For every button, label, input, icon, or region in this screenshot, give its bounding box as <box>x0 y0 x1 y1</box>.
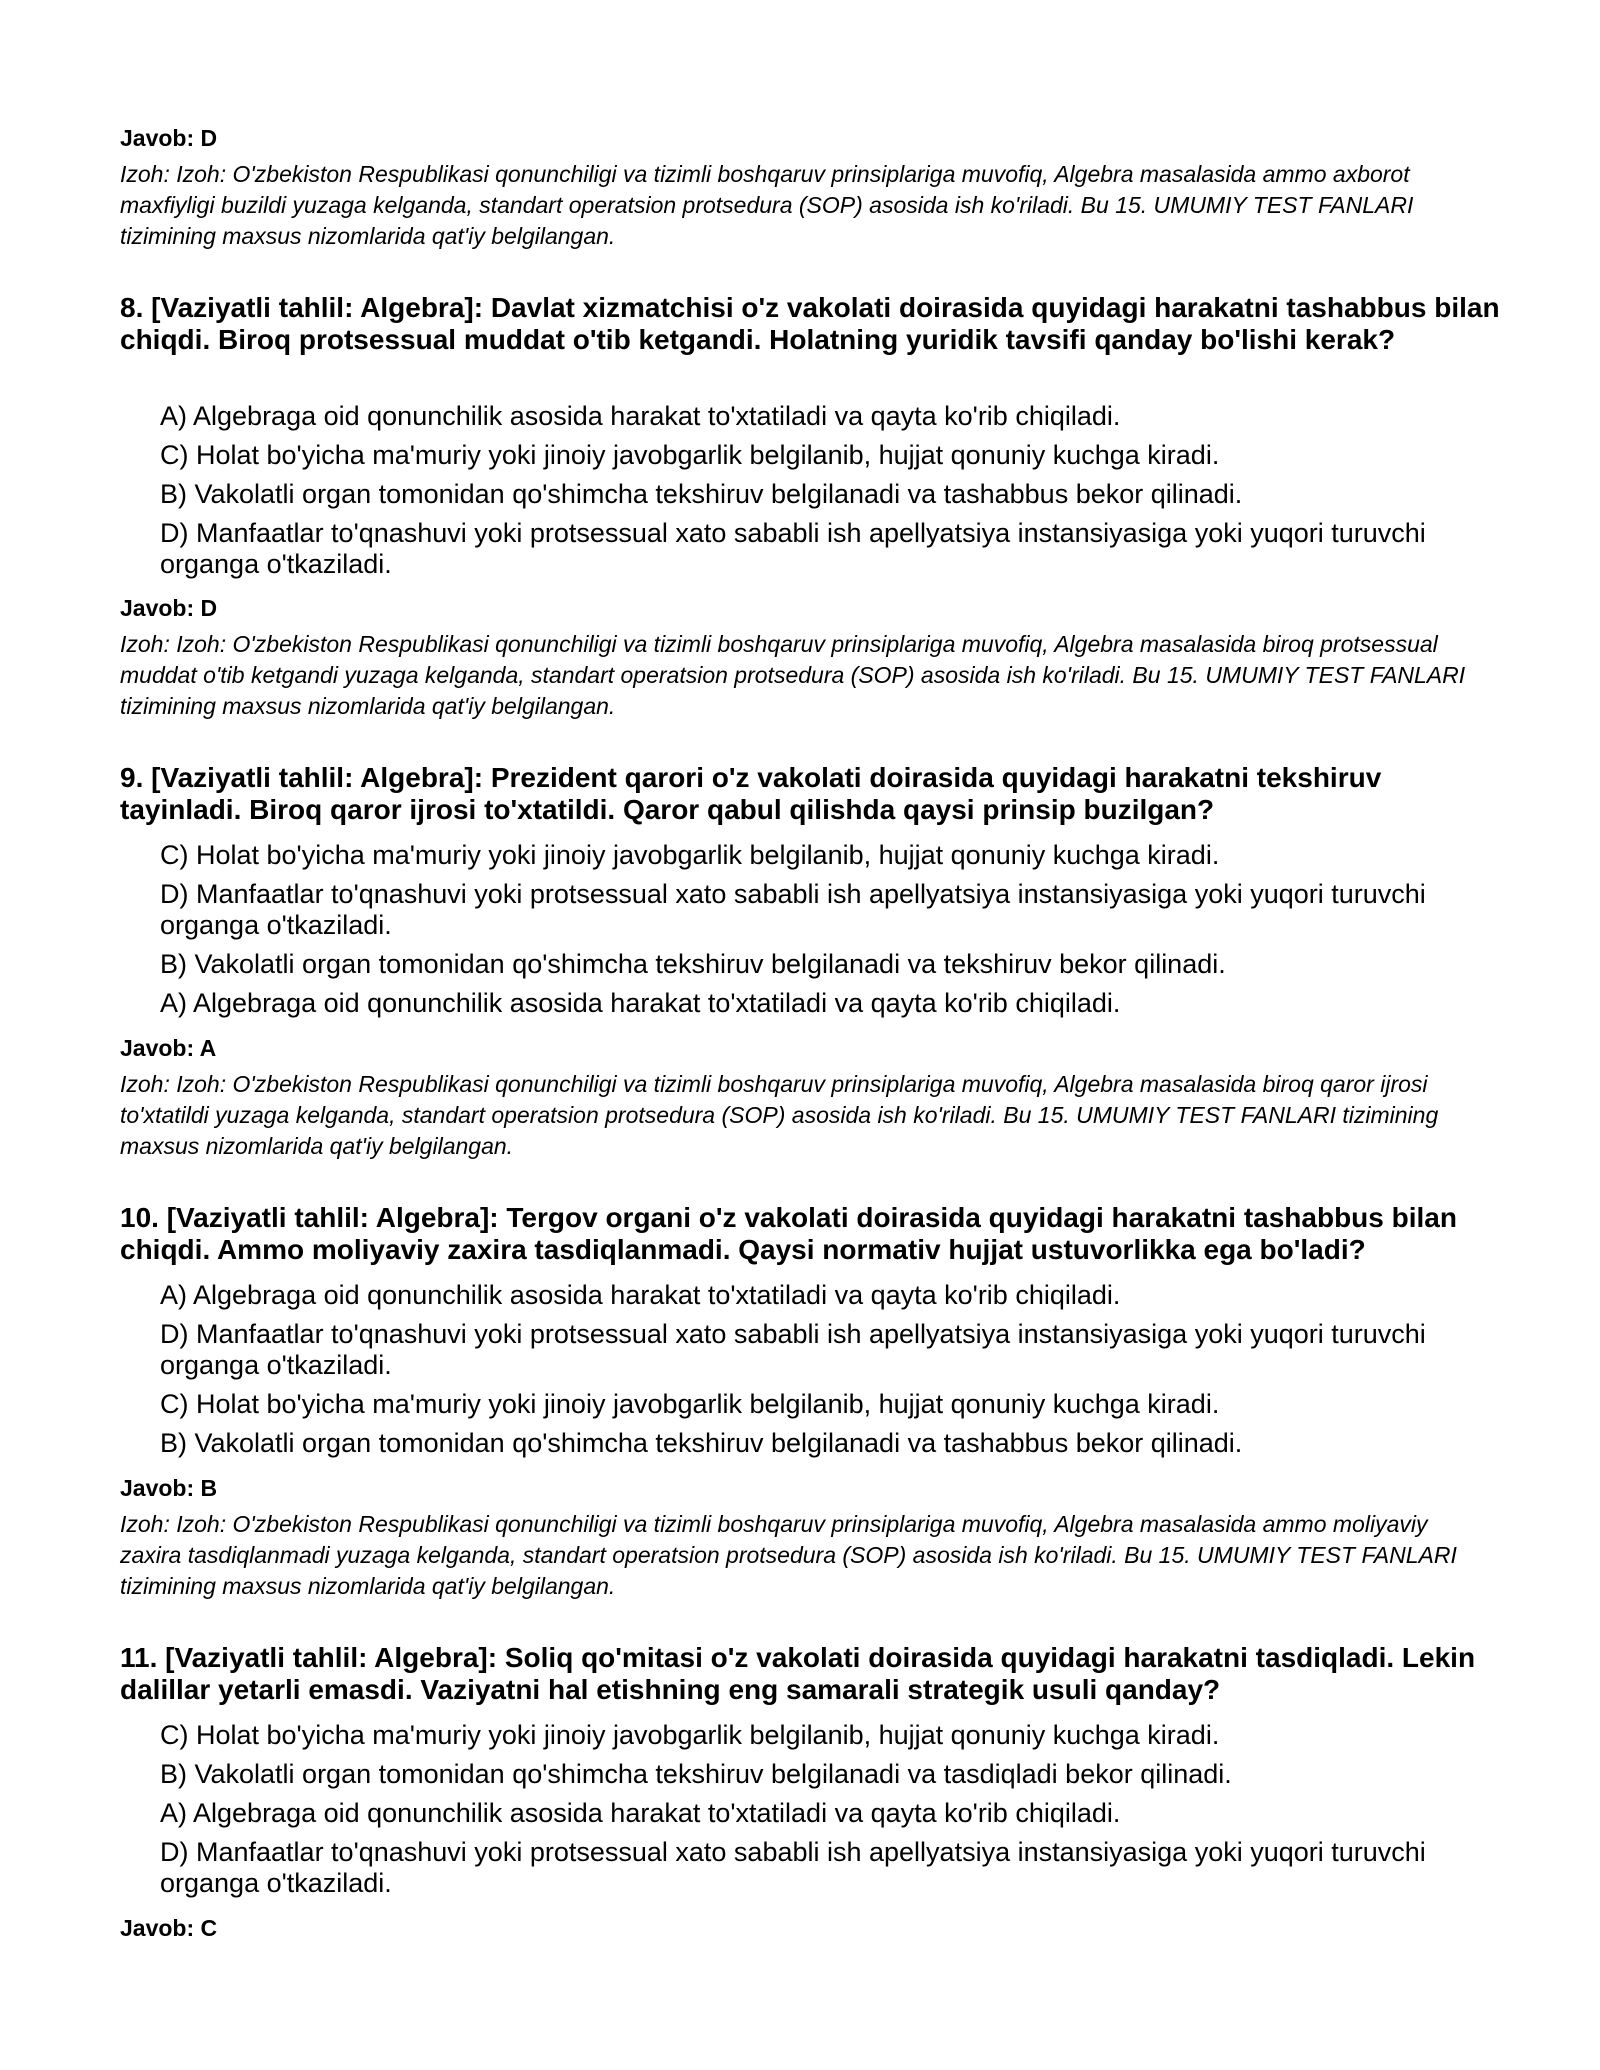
question-8-text: 8. [Vaziyatli tahlil: Algebra]: Davlat xizmatchisi o'z vakolati doirasida quyidagi harakatni tashabbus bilan chiqdi. Biroq protsessual muddat o'tib ketgandi. Holatning yuridik tavsifi qanday bo'lishi kerak? <box>120 292 1500 355</box>
question-9-text: 9. [Vaziyatli tahlil: Algebra]: Prezident qarori o'z vakolati doirasida quyidagi harakatni tekshiruv tayinladi. Biroq qaror ijrosi to'xtatildi. Qaror qabul qilishda qaysi prinsip buzilgan? <box>120 762 1382 825</box>
question-11-option-2: B) Vakolatli organ tomonidan qo'shimcha tekshiruv belgilanadi va tasdiqladi bekor qilinadi. <box>160 1759 1232 1789</box>
question-11-option-1: C) Holat bo'yicha ma'muriy yoki jinoiy javobgarlik belgilanib, hujjat qonuniy kuchga kiradi. <box>160 1720 1220 1750</box>
question-8-option-3: B) Vakolatli organ tomonidan qo'shimcha tekshiruv belgilanadi va tashabbus bekor qilinadi. <box>160 479 1243 509</box>
explanation-note: Izoh: Izoh: O'zbekiston Respublikasi qonunchiligi va tizimli boshqaruv prinsiplariga muvofiq, Algebra masalasida biroq protsessual muddat o'tib ketgandi yuzaga kelganda, standart operatsion protsedura (SOP) asosida ish ko'riladi. Bu 15. UMUMIY TEST FANLARI tizimining maxsus nizomlarida qat'iy belgilangan. <box>120 631 1466 719</box>
question-8-option-4: D) Manfaatlar to'qnashuvi yoki protsessual xato sababli ish apellyatsiya instansiyasiga yoki yuqori turuvchi organga o'tkaziladi. <box>160 518 1426 579</box>
explanation-note: Izoh: Izoh: O'zbekiston Respublikasi qonunchiligi va tizimli boshqaruv prinsiplariga muvofiq, Algebra masalasida ammo moliyaviy zaxira tasdiqlanmadi yuzaga kelganda, standart operatsion protsedura (SOP) asosida ish ko'riladi. Bu 15. UMUMIY TEST FANLARI tizimining maxsus nizomlarida qat'iy belgilangan. <box>120 1511 1457 1599</box>
explanation-note: Izoh: Izoh: O'zbekiston Respublikasi qonunchiligi va tizimli boshqaruv prinsiplariga muvofiq, Algebra masalasida biroq qaror ijrosi to'xtatildi yuzaga kelganda, standart operatsion protsedura (SOP) asosida ish ko'riladi. Bu 15. UMUMIY TEST FANLARI tizimining maxsus nizomlarida qat'iy belgilangan. <box>120 1071 1439 1159</box>
question-11-option-4: D) Manfaatlar to'qnashuvi yoki protsessual xato sababli ish apellyatsiya instansiyasiga yoki yuqori turuvchi organga o'tkaziladi. <box>160 1837 1426 1898</box>
question-8-option-2: C) Holat bo'yicha ma'muriy yoki jinoiy javobgarlik belgilanib, hujjat qonuniy kuchga kiradi. <box>160 440 1220 470</box>
question-11-text: 11. [Vaziyatli tahlil: Algebra]: Soliq qo'mitasi o'z vakolati doirasida quyidagi harakatni tasdiqladi. Lekin dalillar yetarli emasdi. Vaziyatni hal etishning eng samarali strategik usuli qanday? <box>120 1642 1476 1705</box>
question-10-text: 10. [Vaziyatli tahlil: Algebra]: Tergov organi o'z vakolati doirasida quyidagi harakatni tashabbus bilan chiqdi. Ammo moliyaviy zaxira tasdiqlanmadi. Qaysi normativ hujjat ustuvorlikka ega bo'ladi? <box>120 1202 1457 1265</box>
question-9-option-4: A) Algebraga oid qonunchilik asosida harakat to'xtatiladi va qayta ko'rib chiqiladi. <box>160 988 1121 1018</box>
answer-label: Javob: D <box>120 595 218 621</box>
question-9-option-1: C) Holat bo'yicha ma'muriy yoki jinoiy javobgarlik belgilanib, hujjat qonuniy kuchga kiradi. <box>160 840 1220 870</box>
answer-label: Javob: B <box>120 1475 218 1501</box>
question-10-option-2: D) Manfaatlar to'qnashuvi yoki protsessual xato sababli ish apellyatsiya instansiyasiga yoki yuqori turuvchi organga o'tkaziladi. <box>160 1319 1426 1380</box>
question-11-option-3: A) Algebraga oid qonunchilik asosida harakat to'xtatiladi va qayta ko'rib chiqiladi. <box>160 1798 1121 1828</box>
answer-label: Javob: C <box>120 1915 218 1941</box>
explanation-note: Izoh: Izoh: O'zbekiston Respublikasi qonunchiligi va tizimli boshqaruv prinsiplariga muvofiq, Algebra masalasida ammo axborot maxfiyligi buzildi yuzaga kelganda, standart operatsion protsedura (SOP) asosida ish ko'riladi. Bu 15. UMUMIY TEST FANLARI tizimining maxsus nizomlarida qat'iy belgilangan. <box>120 161 1414 249</box>
question-9-option-2: D) Manfaatlar to'qnashuvi yoki protsessual xato sababli ish apellyatsiya instansiyasiga yoki yuqori turuvchi organga o'tkaziladi. <box>160 879 1426 940</box>
answer-label: Javob: D <box>120 125 218 151</box>
answer-label: Javob: A <box>120 1035 217 1061</box>
question-10-option-3: C) Holat bo'yicha ma'muriy yoki jinoiy javobgarlik belgilanib, hujjat qonuniy kuchga kiradi. <box>160 1389 1220 1419</box>
question-10-option-1: A) Algebraga oid qonunchilik asosida harakat to'xtatiladi va qayta ko'rib chiqiladi. <box>160 1280 1121 1310</box>
question-8-option-1: A) Algebraga oid qonunchilik asosida harakat to'xtatiladi va qayta ko'rib chiqiladi. <box>160 401 1121 431</box>
question-9-option-3: B) Vakolatli organ tomonidan qo'shimcha tekshiruv belgilanadi va tekshiruv bekor qilinadi. <box>160 949 1226 979</box>
question-10-option-4: B) Vakolatli organ tomonidan qo'shimcha tekshiruv belgilanadi va tashabbus bekor qilinadi. <box>160 1428 1243 1458</box>
